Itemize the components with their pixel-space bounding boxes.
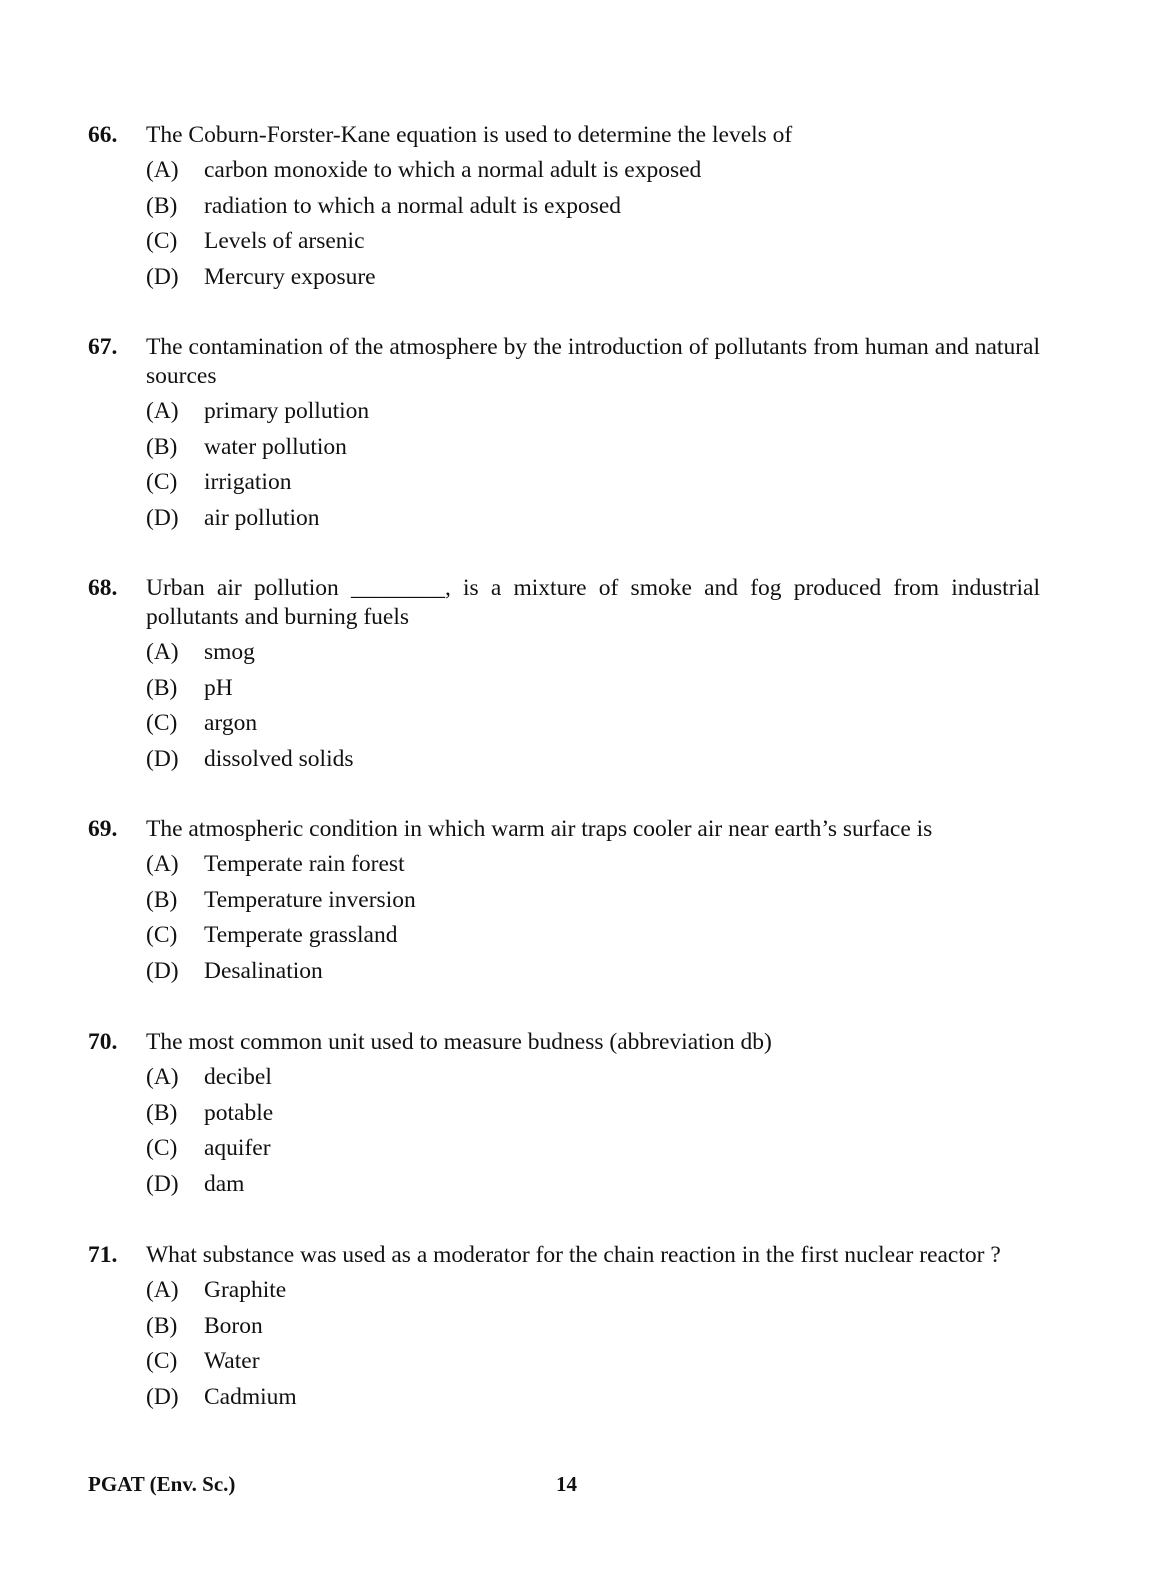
option-letter: (A) xyxy=(146,398,179,424)
option-text: Boron xyxy=(204,1312,263,1339)
option-text: carbon monoxide to which a normal adult is exposed xyxy=(204,157,702,183)
option-text: pH xyxy=(204,674,233,701)
options-list xyxy=(88,1060,1040,1202)
question-text: The contamination of the atmosphere by the introduction of pollutants from human and natural sources xyxy=(146,334,1040,389)
option-letter: (C) xyxy=(146,1135,178,1161)
option-text: argon xyxy=(204,710,258,736)
question-71 xyxy=(88,1241,1040,1415)
option-a xyxy=(146,1060,1040,1096)
option-text: Water xyxy=(204,1348,260,1374)
option-c xyxy=(146,224,1040,260)
option-letter: (A) xyxy=(146,851,179,877)
option-letter: (D) xyxy=(146,957,179,984)
question-68 xyxy=(88,574,1040,777)
option-text: water pollution xyxy=(204,433,347,460)
question-header xyxy=(88,121,1040,150)
options-list xyxy=(88,635,1040,777)
option-letter: (B) xyxy=(146,674,178,701)
option-text: Temperature inversion xyxy=(204,886,416,913)
option-text: potable xyxy=(204,1099,274,1126)
option-a xyxy=(146,1273,1040,1309)
option-a xyxy=(146,394,1040,430)
option-letter: (C) xyxy=(146,228,178,254)
options-list xyxy=(88,394,1040,536)
option-d xyxy=(146,501,1040,537)
option-text: Temperate grassland xyxy=(204,922,398,948)
options-list xyxy=(88,847,1040,989)
options-list xyxy=(88,1273,1040,1415)
question-header xyxy=(88,333,1040,391)
option-letter: (B) xyxy=(146,886,178,913)
option-a xyxy=(146,153,1040,189)
option-letter: (D) xyxy=(146,504,179,531)
option-text: Desalination xyxy=(204,957,323,984)
option-a xyxy=(146,635,1040,671)
page-number: 14 xyxy=(556,1472,577,1496)
question-67 xyxy=(88,333,1040,536)
question-number: 67. xyxy=(88,334,118,360)
option-b xyxy=(146,430,1040,466)
option-letter: (A) xyxy=(146,1064,179,1090)
option-letter: (B) xyxy=(146,433,178,460)
option-text: aquifer xyxy=(204,1135,271,1161)
option-letter: (A) xyxy=(146,639,179,665)
option-letter: (B) xyxy=(146,192,178,219)
option-b xyxy=(146,189,1040,225)
question-header xyxy=(88,1241,1040,1270)
option-d xyxy=(146,1167,1040,1203)
option-text: decibel xyxy=(204,1064,272,1090)
question-number: 68. xyxy=(88,575,118,601)
option-d xyxy=(146,260,1040,296)
option-text: dissolved solids xyxy=(204,745,354,772)
footer-exam-code: PGAT (Env. Sc.) xyxy=(88,1472,236,1496)
question-header xyxy=(88,574,1040,632)
option-letter: (D) xyxy=(146,1170,179,1197)
question-text: The most common unit used to measure budness (abbreviation db) xyxy=(146,1029,772,1055)
option-text: air pollution xyxy=(204,504,320,531)
option-d xyxy=(146,742,1040,778)
question-number: 69. xyxy=(88,816,118,842)
option-d xyxy=(146,954,1040,990)
option-letter: (C) xyxy=(146,710,178,736)
question-text: The Coburn-Forster-Kane equation is used to determine the levels of xyxy=(146,122,793,148)
option-text: Graphite xyxy=(204,1277,287,1303)
option-letter: (D) xyxy=(146,1383,179,1410)
option-text: primary pollution xyxy=(204,398,370,424)
question-text: Urban air pollution ________, is a mixture of smoke and fog produced from industrial pollutants and burning fuels xyxy=(146,575,1040,630)
option-b xyxy=(146,1309,1040,1345)
option-text: radiation to which a normal adult is exposed xyxy=(204,192,622,219)
option-letter: (A) xyxy=(146,1277,179,1303)
option-c xyxy=(146,1344,1040,1380)
option-b xyxy=(146,883,1040,919)
option-letter: (B) xyxy=(146,1099,178,1126)
option-c xyxy=(146,706,1040,742)
option-text: Temperate rain forest xyxy=(204,851,405,877)
question-70 xyxy=(88,1028,1040,1202)
option-text: Levels of arsenic xyxy=(204,228,365,254)
question-number: 70. xyxy=(88,1029,118,1055)
question-69 xyxy=(88,815,1040,989)
option-letter: (B) xyxy=(146,1312,178,1339)
option-letter: (D) xyxy=(146,745,179,772)
option-text: irrigation xyxy=(204,469,292,495)
option-letter: (D) xyxy=(146,263,179,290)
option-c xyxy=(146,918,1040,954)
question-number: 66. xyxy=(88,122,118,148)
question-66 xyxy=(88,121,1040,295)
option-d xyxy=(146,1380,1040,1416)
options-list xyxy=(88,153,1040,295)
option-text: smog xyxy=(204,639,255,665)
option-letter: (C) xyxy=(146,469,178,495)
question-header xyxy=(88,815,1040,844)
question-text: The atmospheric condition in which warm air traps cooler air near earth’s surface is xyxy=(146,816,933,842)
option-c xyxy=(146,1131,1040,1167)
option-a xyxy=(146,847,1040,883)
option-letter: (A) xyxy=(146,157,179,183)
option-c xyxy=(146,465,1040,501)
option-b xyxy=(146,1096,1040,1132)
option-letter: (C) xyxy=(146,922,178,948)
option-text: Cadmium xyxy=(204,1383,297,1410)
option-text: dam xyxy=(204,1170,245,1197)
question-text: What substance was used as a moderator for the chain reaction in the first nuclear reactor ? xyxy=(146,1242,1001,1268)
option-b xyxy=(146,671,1040,707)
question-number: 71. xyxy=(88,1242,118,1268)
question-header xyxy=(88,1028,1040,1057)
option-text: Mercury exposure xyxy=(204,263,376,290)
option-letter: (C) xyxy=(146,1348,178,1374)
